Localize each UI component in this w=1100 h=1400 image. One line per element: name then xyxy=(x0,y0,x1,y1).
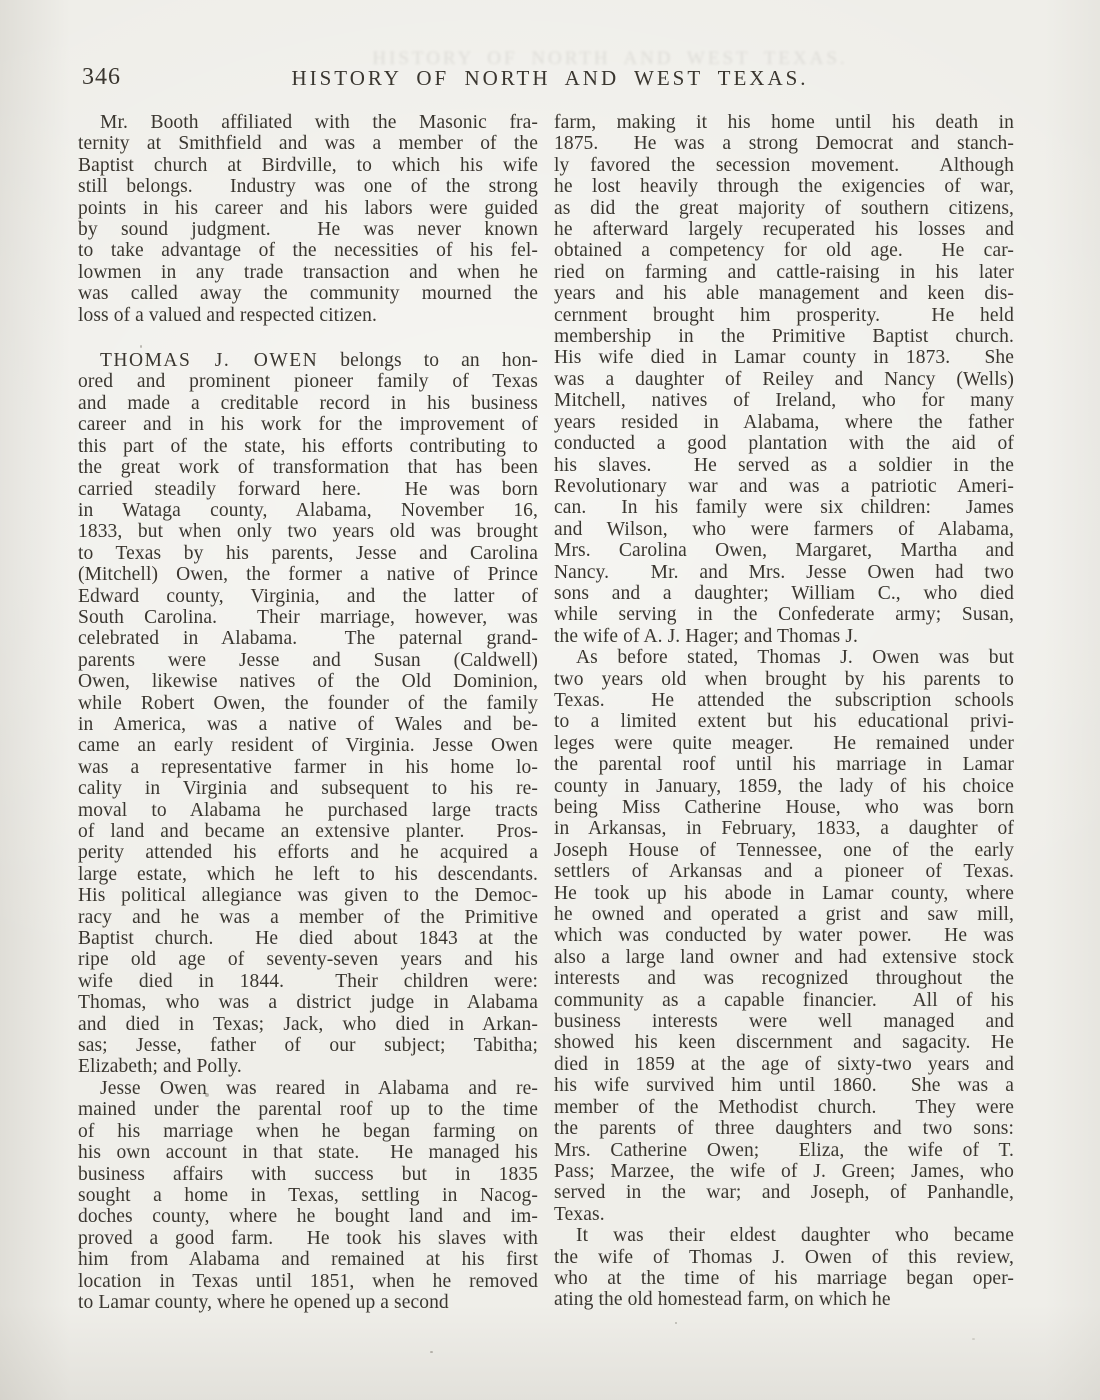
text-line: South Carolina. Their marriage, however, was xyxy=(78,606,538,628)
paragraph xyxy=(554,647,1014,1225)
text-line: Thomas, who was a district judge in Alabama xyxy=(78,992,538,1014)
paper-speck xyxy=(140,345,142,348)
text-line: county in January, 1859, the lady of his choice xyxy=(554,775,1014,797)
text-line: to Texas by his parents, Jesse and Carolina xyxy=(78,542,538,564)
text-columns xyxy=(78,112,1014,1313)
text-line: he lost heavily through the exigencies of war, xyxy=(554,176,1014,198)
text-line: Edward county, Virginia, and the latter of xyxy=(78,585,538,607)
text-line: Joseph House of Tennessee, one of the early xyxy=(554,839,1014,861)
text-line: his own account in that state. He managed his xyxy=(78,1142,538,1164)
text-line: ly favored the secession movement. Although xyxy=(554,154,1014,176)
text-line: two years old when brought by his parents to xyxy=(554,668,1014,690)
text-line: this part of the state, his efforts contributing to xyxy=(78,435,538,457)
text-line: It was their eldest daughter who became xyxy=(576,1225,1014,1247)
text-line: sas; Jesse, father of our subject; Tabitha; xyxy=(78,1035,538,1057)
text-line: large estate, which he left to his descendants. xyxy=(78,863,538,885)
text-line: Mrs. Catherine Owen; Eliza, the wife of T. xyxy=(554,1139,1014,1161)
text-line: the wife of A. J. Hager; and Thomas J. xyxy=(554,625,859,647)
text-line: and died in Texas; Jack, who died in Arkan- xyxy=(78,1013,538,1035)
text-line: who at the time of his marriage began oper- xyxy=(554,1267,1014,1289)
text-line: Baptist church. He died about 1843 at the xyxy=(78,928,538,950)
paper-speck xyxy=(972,1338,975,1340)
text-line: he owned and operated a grist and saw mill, xyxy=(554,904,1014,926)
text-line: while serving in the Confederate army; Susan, xyxy=(554,604,1014,626)
text-line: ored and prominent pioneer family of Texas xyxy=(78,371,538,393)
text-line: sought a home in Texas, settling in Nacog- xyxy=(78,1184,538,1206)
text-line: cernment brought him prosperity. He held xyxy=(554,304,1014,326)
text-line: member of the Methodist church. They were xyxy=(554,1096,1014,1118)
text-line: can. In his family were six children: James xyxy=(554,497,1014,519)
text-line: still belongs. Industry was one of the strong xyxy=(78,176,538,198)
text-line: community as a capable financier. All of his xyxy=(554,989,1014,1011)
text-line: His wife died in Lamar county in 1873. She xyxy=(554,347,1014,369)
paragraph xyxy=(78,112,538,326)
text-line: the wife of Thomas J. Owen of this review, xyxy=(554,1246,1014,1268)
text-line: Revolutionary war and was a patriotic Ameri- xyxy=(554,475,1014,497)
text-line: THOMAS J. OWEN belongs to an hon- xyxy=(100,350,538,372)
text-line: to Lamar county, where he opened up a second xyxy=(78,1291,449,1313)
text-line: the great work of transformation that has been xyxy=(78,457,538,479)
text-line: Mitchell, natives of Ireland, who for many xyxy=(554,390,1014,412)
text-line: moval to Alabama he purchased large tracts xyxy=(78,799,538,821)
text-line: Jesse Owen was reared in Alabama and re- xyxy=(100,1077,538,1099)
paper-speck xyxy=(675,1322,677,1324)
text-line: racy and he was a member of the Primitive xyxy=(78,906,538,928)
text-line: the parents of three daughters and two sons: xyxy=(554,1118,1014,1140)
paragraph xyxy=(554,1225,1014,1311)
text-line: him from Alabama and remained at his first xyxy=(78,1249,538,1271)
text-line: died in 1859 at the age of sixty-two years and xyxy=(554,1053,1014,1075)
text-line: farm, making it his home until his death in xyxy=(554,112,1014,133)
text-line: leges were quite meager. He remained under xyxy=(554,732,1014,754)
text-line: career and in his work for the improvement of xyxy=(78,414,538,436)
text-line: was called away the community mourned the xyxy=(78,283,538,305)
paragraph xyxy=(78,1078,538,1313)
text-line: as did the great majority of southern citizens, xyxy=(554,197,1014,219)
text-line: celebrated in Alabama. The paternal grand- xyxy=(78,628,538,650)
text-column-right xyxy=(554,112,1014,1313)
text-line: the parental roof until his marriage in Lamar xyxy=(554,754,1014,776)
text-line: As before stated, Thomas J. Owen was but xyxy=(576,647,1014,669)
text-line: ating the old homestead farm, on which he xyxy=(554,1289,891,1311)
text-line: lowmen in any trade transaction and when he xyxy=(78,261,538,283)
text-line: conducted a good plantation with the aid of xyxy=(554,433,1014,455)
text-line: Elizabeth; and Polly. xyxy=(78,1056,242,1078)
text-line: years resided in Alabama, where the father xyxy=(554,411,1014,433)
text-line: sons and a daughter; William C., who died xyxy=(554,582,1014,604)
text-line: 1875. He was a strong Democrat and stanch- xyxy=(554,133,1014,155)
text-line: by sound judgment. He was never known xyxy=(78,219,538,241)
text-line: Mr. Booth affiliated with the Masonic fra- xyxy=(100,112,538,133)
paragraph xyxy=(554,112,1014,647)
text-line: in America, was a native of Wales and be- xyxy=(78,713,538,735)
text-line: years and his able management and keen dis- xyxy=(554,283,1014,305)
header-showthrough-ghost: HISTORY OF NORTH AND WEST TEXAS. xyxy=(372,48,848,69)
text-line: membership in the Primitive Baptist church. xyxy=(554,326,1014,348)
paragraph xyxy=(78,350,538,1078)
text-line: Owen, likewise natives of the Old Dominion, xyxy=(78,671,538,693)
paper-speck xyxy=(430,1351,433,1353)
text-line: ripe old age of seventy-seven years and his xyxy=(78,949,538,971)
text-line: of his marriage when he began farming on xyxy=(78,1120,538,1142)
text-line: perity attended his efforts and he acquired a xyxy=(78,842,538,864)
text-line: his slaves. He served as a soldier in the xyxy=(554,454,1014,476)
person-name-lead: THOMAS J. OWEN xyxy=(100,350,319,372)
text-line: proved a good farm. He took his slaves with xyxy=(78,1227,538,1249)
text-line: also a large land owner and had extensive stock xyxy=(554,946,1014,968)
text-line: business interests were well managed and xyxy=(554,1011,1014,1033)
text-line: Pass; Marzee, the wife of J. Green; James, who xyxy=(554,1160,1014,1182)
text-line: in Arkansas, in February, 1833, a daughter of xyxy=(554,818,1014,840)
text-line: location in Texas until 1851, when he removed xyxy=(78,1270,538,1292)
text-line: which was conducted by water power. He was xyxy=(554,925,1014,947)
text-line: business affairs with success but in 1835 xyxy=(78,1163,538,1185)
text-line: to take advantage of the necessities of his fel- xyxy=(78,240,538,262)
text-line: obtained a competency for old age. He car- xyxy=(554,240,1014,262)
text-line: was a daughter of Reiley and Nancy (Wells) xyxy=(554,368,1014,390)
text-line: came an early resident of Virginia. Jesse Owen xyxy=(78,735,538,757)
text-line: in Wataga county, Alabama, November 16, xyxy=(78,499,538,521)
text-line: Nancy. Mr. and Mrs. Jesse Owen had two xyxy=(554,561,1014,583)
text-line: to a limited extent but his educational privi- xyxy=(554,711,1014,733)
text-line: mained under the parental roof up to the time xyxy=(78,1099,538,1121)
text-line: parents were Jesse and Susan (Caldwell) xyxy=(78,649,538,671)
text-line: 1833, but when only two years old was brought xyxy=(78,521,538,543)
text-line: doches county, where he bought land and im- xyxy=(78,1206,538,1228)
text-line: ried on farming and cattle-raising in his later xyxy=(554,261,1014,283)
text-line: He took up his abode in Lamar county, where xyxy=(554,882,1014,904)
text-line: (Mitchell) Owen, the former a native of Prince xyxy=(78,564,538,586)
text-line: being Miss Catherine House, who was born xyxy=(554,797,1014,818)
paper-speck xyxy=(205,1093,209,1097)
text-line: his wife survived him until 1860. She was a xyxy=(554,1075,1014,1097)
text-line: points in his career and his labors were guided xyxy=(78,197,538,219)
text-line: Baptist church at Birdville, to which his wife xyxy=(78,154,538,176)
text-line: settlers of Arkansas and a pioneer of Texas. xyxy=(554,861,1014,883)
text-column-left xyxy=(78,112,538,1313)
text-line: Texas. He attended the subscription schools xyxy=(554,689,1014,711)
text-line: carried steadily forward here. He was born xyxy=(78,478,538,500)
text-line: served in the war; and Joseph, of Panhandle, xyxy=(554,1182,1014,1204)
text-line: loss of a valued and respected citizen. xyxy=(78,304,377,326)
text-line: ternity at Smithfield and was a member of the xyxy=(78,133,538,155)
text-line: of land and became an extensive planter. Pros- xyxy=(78,821,538,842)
text-line: Texas. xyxy=(554,1203,605,1225)
text-line: cality in Virginia and subsequent to his re- xyxy=(78,778,538,800)
text-line: and Wilson, who were farmers of Alabama, xyxy=(554,518,1014,540)
page-number: 346 xyxy=(82,64,121,90)
text-line: was a representative farmer in his home lo- xyxy=(78,756,538,778)
text-line: Mrs. Carolina Owen, Margaret, Martha and xyxy=(554,540,1014,562)
text-line: interests and was recognized throughout the xyxy=(554,968,1014,990)
text-line: His political allegiance was given to the Democ- xyxy=(78,885,538,907)
text-line: and made a creditable record in his business xyxy=(78,392,538,414)
text-line: showed his keen discernment and sagacity. He xyxy=(554,1032,1014,1054)
text-line: he afterward largely recuperated his losses and xyxy=(554,219,1014,241)
page-header-title: HISTORY OF NORTH AND WEST TEXAS. xyxy=(291,66,809,90)
text-line: while Robert Owen, the founder of the family xyxy=(78,692,538,714)
text-line: wife died in 1844. Their children were: xyxy=(78,970,538,992)
